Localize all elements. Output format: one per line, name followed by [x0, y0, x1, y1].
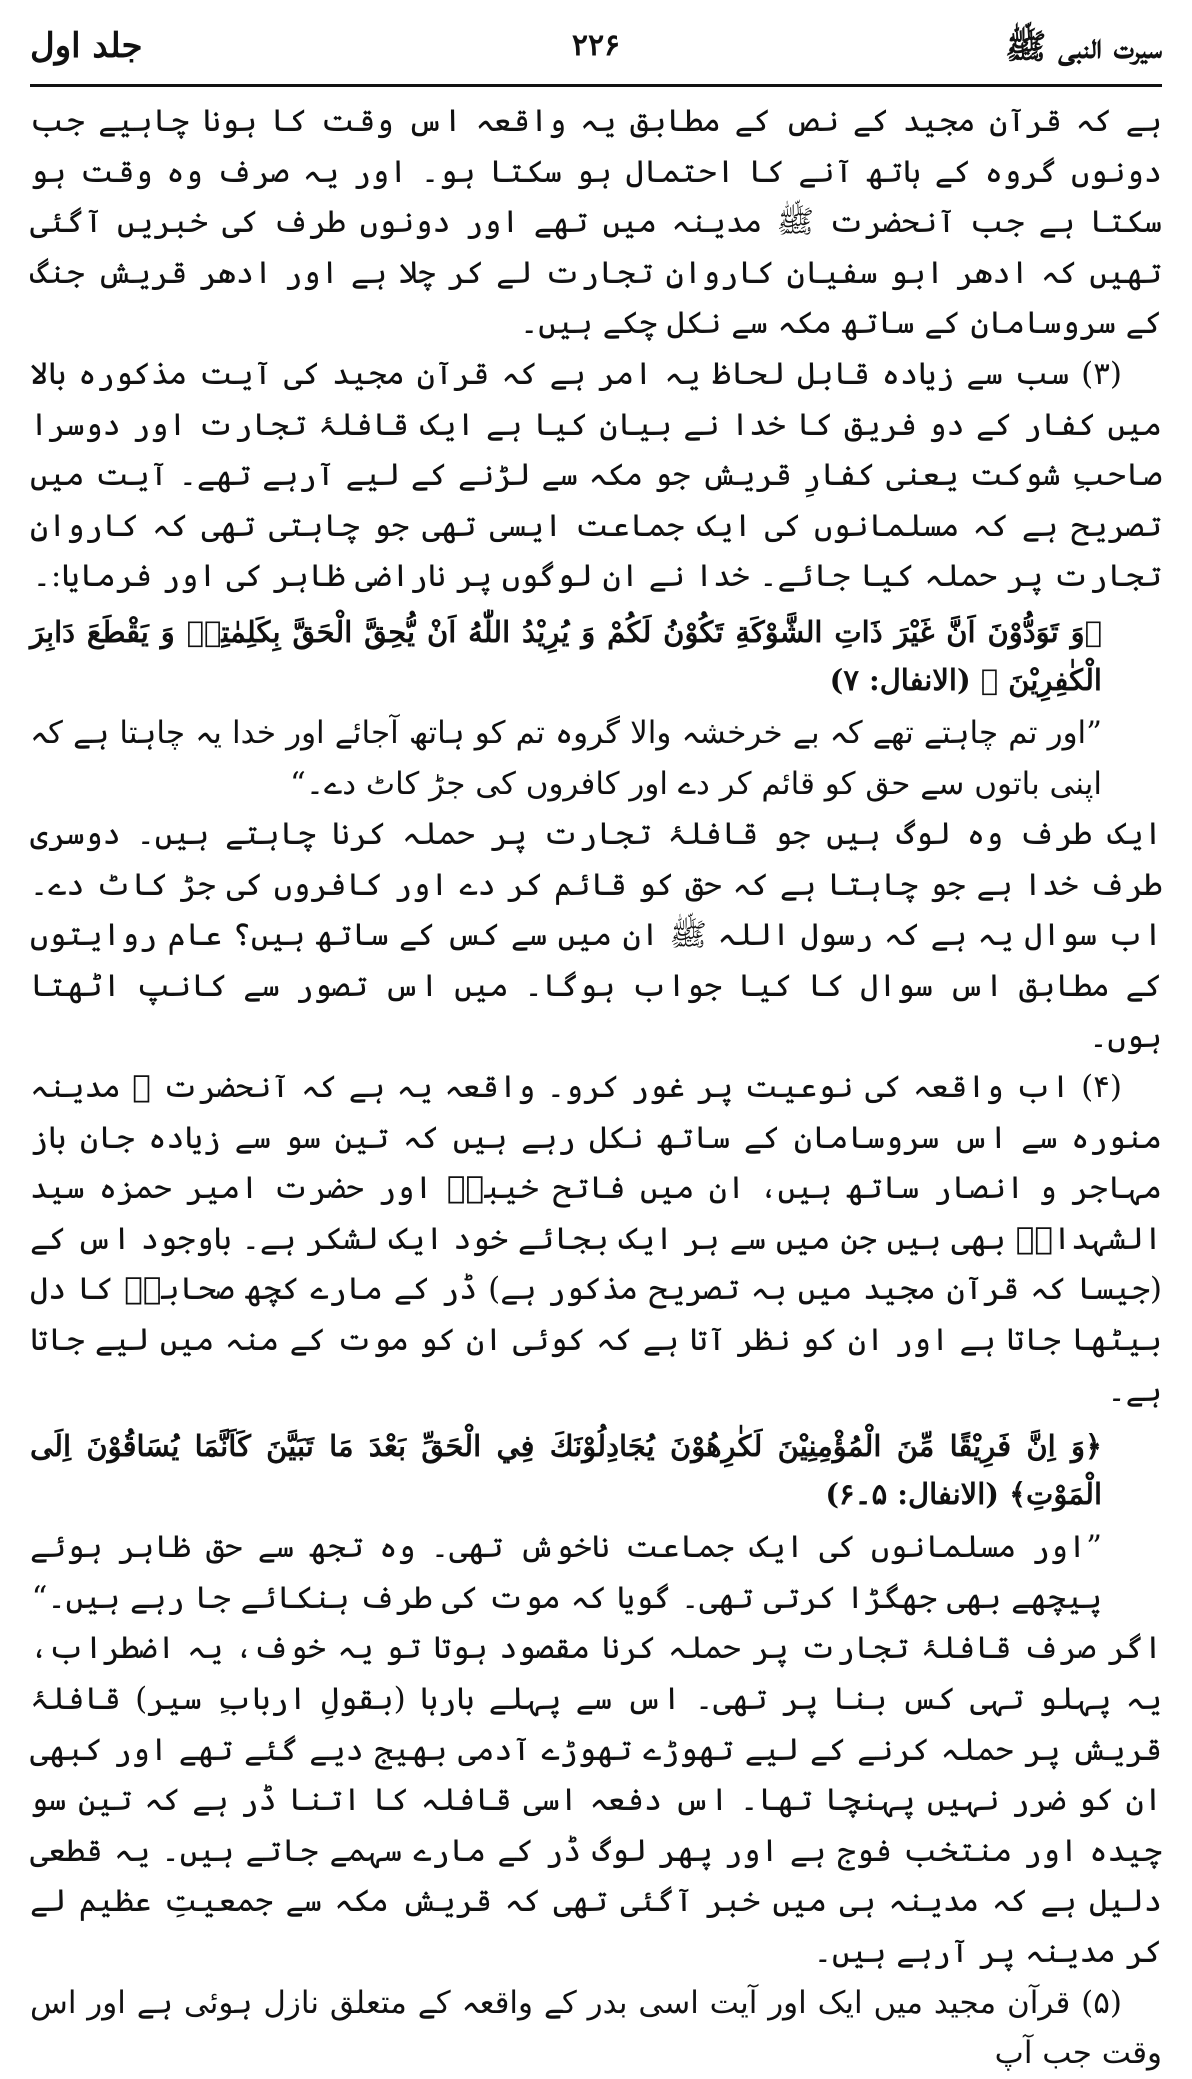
- paragraph: (۵) قرآن مجید میں ایک اور آیت اسی بدر کے واقعہ کے متعلق نازل ہوئی ہے اور اس وقت جب آپ: [30, 1984, 1162, 2072]
- paragraph: ہے کہ قرآن مجید کے نص کے مطابق یہ واقعہ اس وقت کا ہونا چاہیے جب دونوں گروہ کے ہاتھ آنے کا احتمال ہو سکتا ہو۔ اور یہ صرف وہ وقت ہو سکتا ہے جب آنحضرت ﷺ مدینہ میں تھے اور دونوں طرف کی خبریں آگئی تھیں کہ ادھر ابو سفیان کاروانِ تجارت لے کر چلا ہے اور ادھر قریش جنگ کے سروسامان کے ساتھ مکہ سے نکل چکے ہیں۔: [30, 103, 1162, 342]
- page-number: ۲۲۶: [571, 28, 621, 63]
- paragraph: اگر صرف قافلۂ تجارت پر حملہ کرنا مقصود ہوتا تو یہ خوف، یہ اضطراب، یہ پہلو تہی کس بنا پر تھی۔ اس سے پہلے بارہا (بقولِ اربابِ سیر) قافلۂ قریش پر حملہ کرنے کے لیے تھوڑے تھوڑے آدمی بھیج دیے گئے تھے اور کبھی ان کو ضرر نہیں پہنچا تھا۔ اس دفعہ اسی قافلہ کا اتنا ڈر ہے کہ تین سو چیدہ اور منتخب فوج ہے اور پھر لوگ ڈر کے مارے سہمے جاتے ہیں۔ یہ قطعی دلیل ہے کہ مدینہ ہی میں خبر آگئی تھی کہ قریش مکہ سے جمعیتِ عظیم لے کر مدینہ پر آرہے ہیں۔: [30, 1630, 1162, 1970]
- header-rule: [30, 84, 1162, 87]
- paragraph: ایک طرف وہ لوگ ہیں جو قافلۂ تجارت پر حملہ کرنا چاہتے ہیں۔ دوسری طرف خدا ہے جو چاہتا ہے کہ حق کو قائم کر دے اور کافروں کی جڑ کاٹ دے۔ اب سوال یہ ہے کہ رسول اللہ ﷺ ان میں سے کس کے ساتھ ہیں؟ عام روایتوں کے مطابق اس سوال کا کیا جواب ہوگا۔ میں اس تصور سے کانپ اٹھتا ہوں۔: [30, 816, 1162, 1055]
- verse-translation: ”اور مسلمانوں کی ایک جماعت ناخوش تھی۔ وہ تجھ سے حق ظاہر ہوئے پیچھے بھی جھگڑا کرتی تھی۔ گویا کہ موت کی طرف ہنکائے جا رہے ہیں۔“: [30, 1529, 1102, 1616]
- paragraph: (۴) اب واقعہ کی نوعیت پر غور کرو۔ واقعہ یہ ہے کہ آنحضرت ﷺ مدینہ منورہ سے اس سروسامان کے ساتھ نکل رہے ہیں کہ تین سو سے زیادہ جان باز مہاجر و انصار ساتھ ہیں، ان میں فاتح خیبرؓ اور حضرت امیر حمزہ سید الشہداءؓ بھی ہیں جن میں سے ہر ایک بجائے خود ایک لشکر ہے۔ باوجود اس کے (جیسا کہ قرآن مجید میں بہ تصریح مذکور ہے) ڈر کے مارے کچھ صحابہؓ کا دل بیٹھا جاتا ہے اور ان کو نظر آتا ہے کہ کوئی ان کو موت کے منہ میں لیے جاتا ہے۔: [30, 1069, 1162, 1409]
- body-text: [30, 96, 1162, 2079]
- quran-verse: ﴿وَ اِنَّ فَرِيْقًا مِّنَ الْمُؤْمِنِيْنَ لَكٰرِهُوْنَ يُجَادِلُوْنَكَ فِي الْحَقِّ بَعْدَ مَا تَبَيَّنَ كَاَنَّمَا يُسَاقُوْنَ اِلَى الْمَوْتِ﴾ (الانفال: ۵۔۶): [30, 1429, 1102, 1512]
- volume-label: جلد اول: [30, 26, 143, 66]
- verse-translation: ”اور تم چاہتے تھے کہ بے خرخشہ والا گروہ تم کو ہاتھ آجائے اور خدا یہ چاہتا ہے کہ اپنی باتوں سے حق کو قائم کر دے اور کافروں کی جڑ کاٹ دے۔“: [30, 714, 1102, 802]
- page-header: [30, 20, 1162, 82]
- paragraph: (۳) سب سے زیادہ قابل لحاظ یہ امر ہے کہ قرآن مجید کی آیت مذکورہ بالا میں کفار کے دو فریق کا خدا نے بیان کیا ہے ایک قافلۂ تجارت اور دوسرا صاحبِ شوکت یعنی کفارِ قریش جو مکہ سے لڑنے کے لیے آرہے تھے۔ آیت میں تصریح ہے کہ مسلمانوں کی ایک جماعت ایسی تھی جو چاہتی تھی کہ کاروانِ تجارت پر حملہ کیا جائے۔ خدا نے ان لوگوں پر ناراضی ظاہر کی اور فرمایا:۔: [30, 355, 1162, 595]
- book-title: سیرت النبی ﷺ: [1005, 27, 1162, 67]
- quran-verse: ﴿وَ تَوَدُّوْنَ اَنَّ غَيْرَ ذَاتِ الشَّوْكَةِ تَكُوْنُ لَكُمْ وَ يُرِيْدُ اللّٰهُ اَنْ يُّحِقَّ الْحَقَّ بِكَلِمٰتِهٖ وَ يَقْطَعَ دَابِرَ الْكٰفِرِيْنَ ﴾ (الانفال: ۷): [30, 614, 1102, 697]
